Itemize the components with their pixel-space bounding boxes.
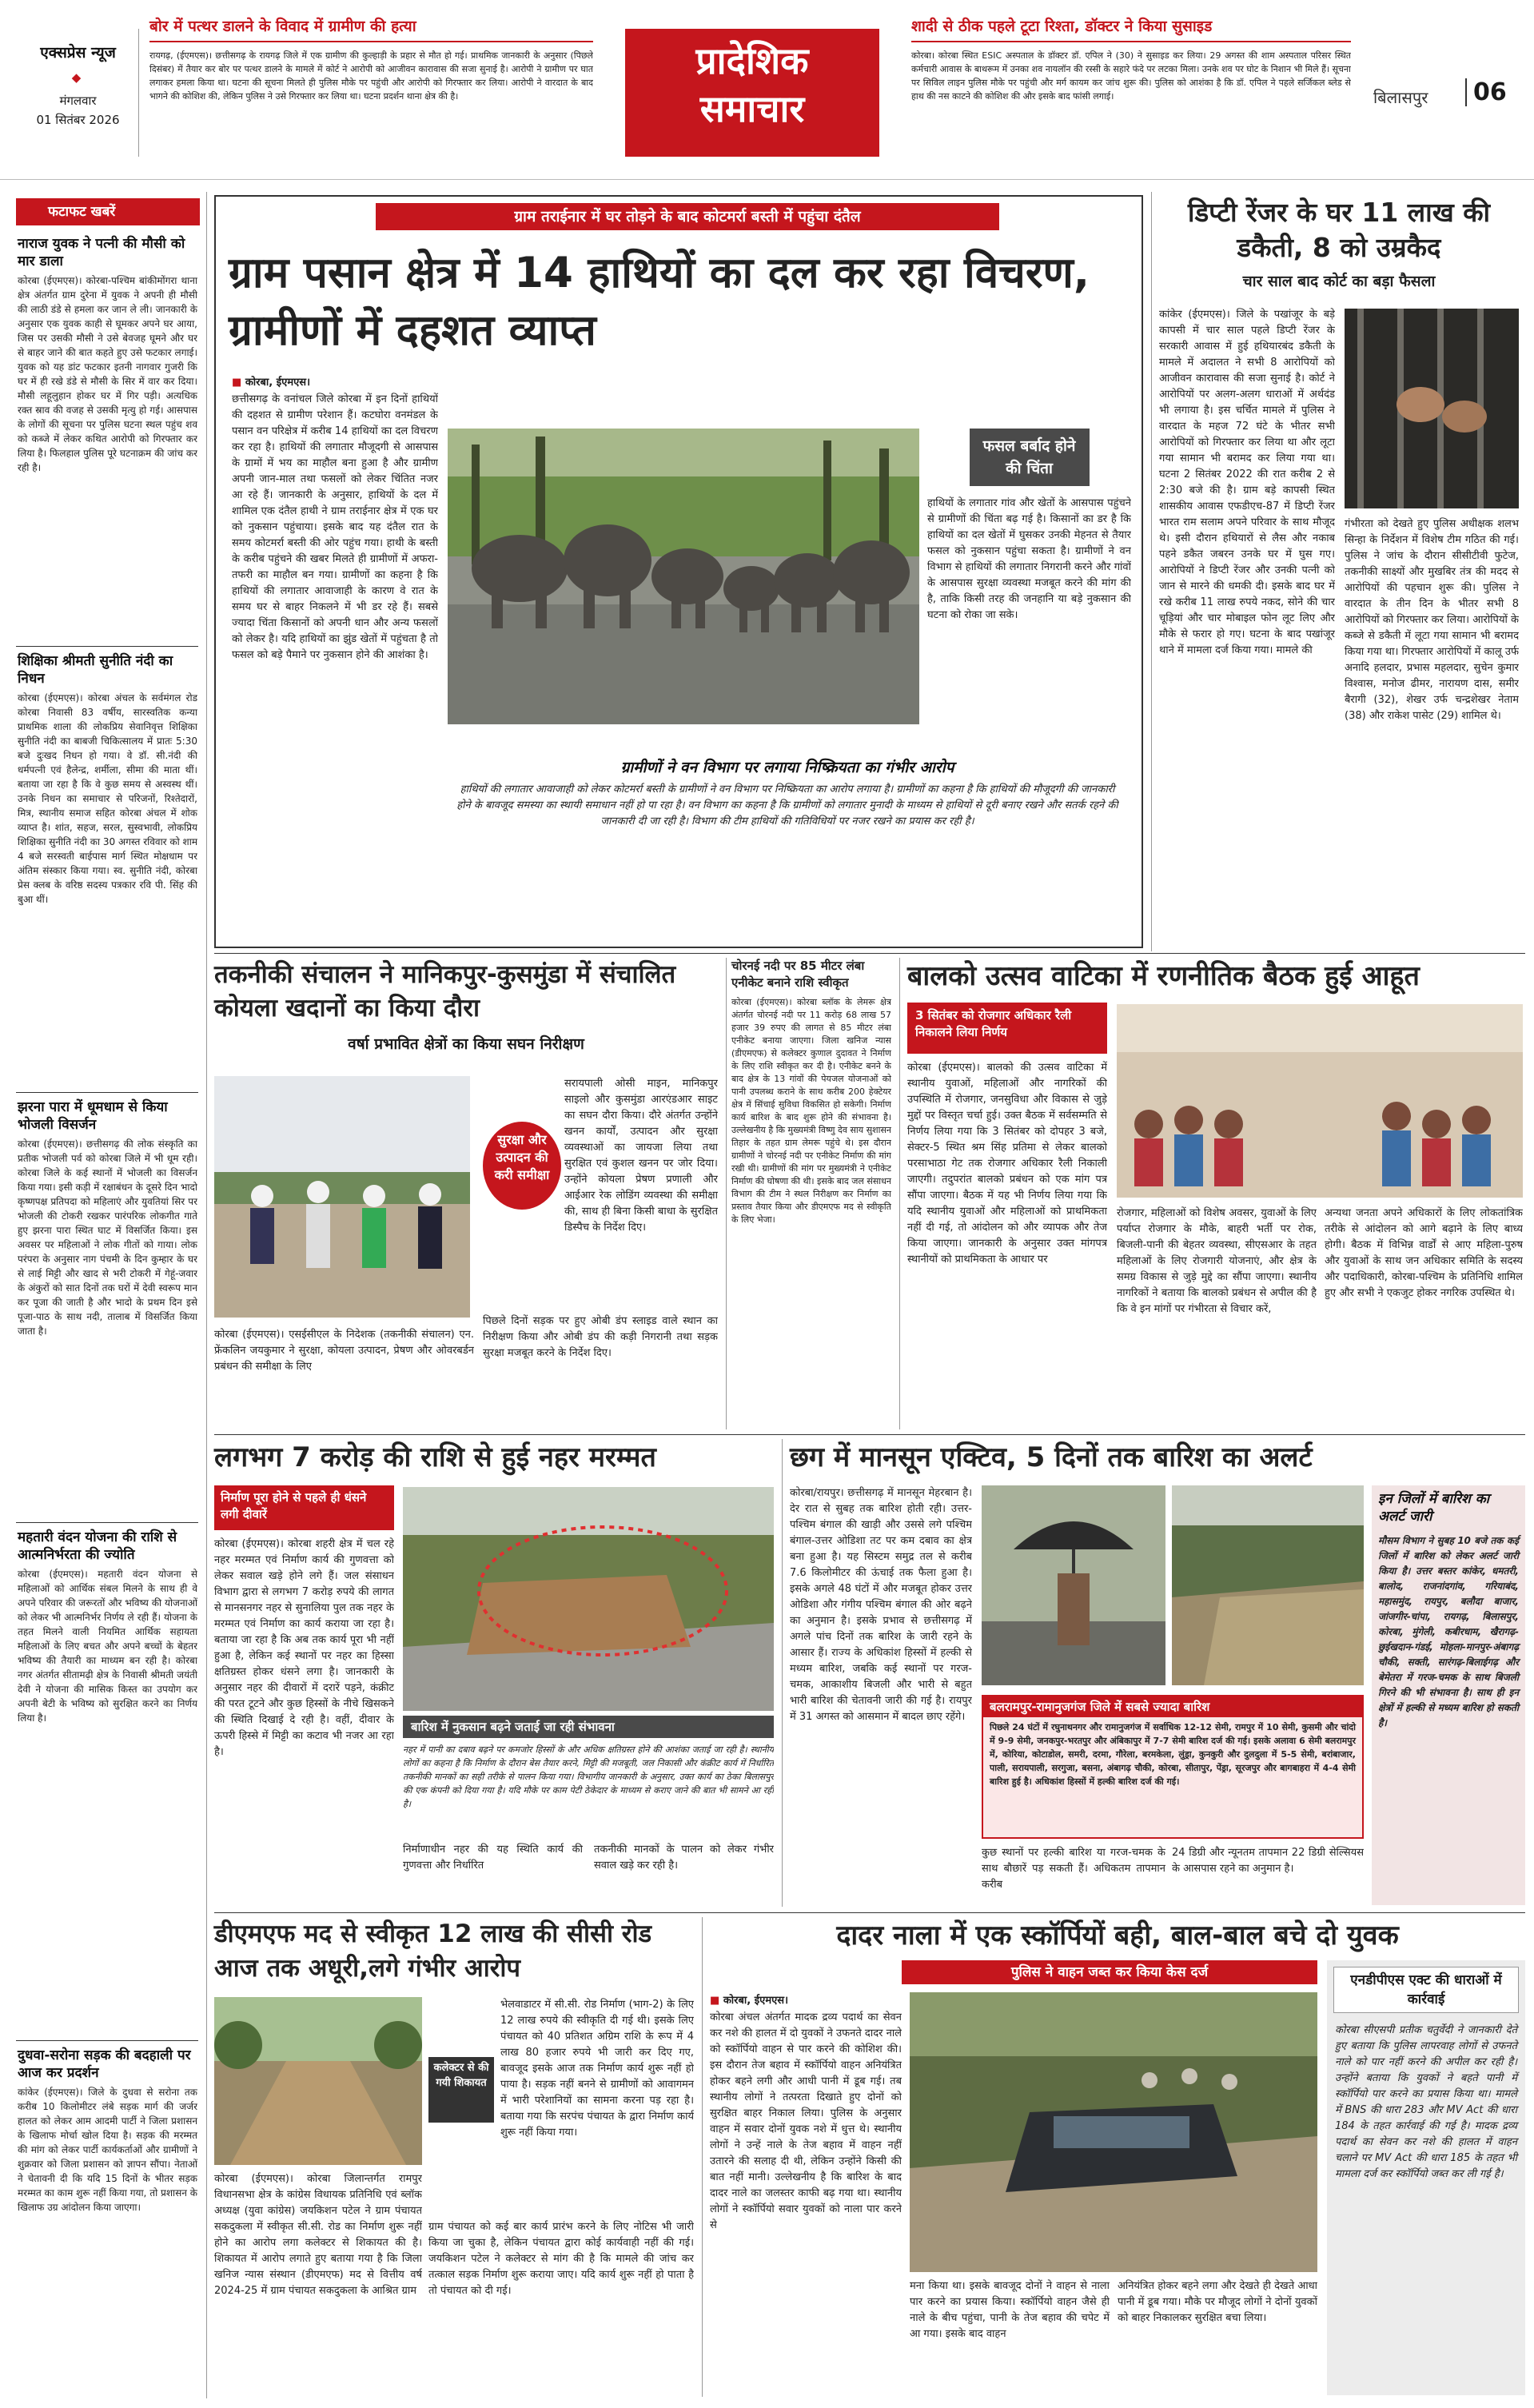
cc-photo — [214, 1997, 422, 2165]
canal-sub: निर्माण पूरा होने से पहले ही धंसने लगी दीवारें — [221, 1490, 367, 1521]
jail-image — [1345, 309, 1519, 508]
brand-box — [18, 29, 139, 157]
chorna-headline: चोरनई नदी पर 85 मीटर लंबा एनीकेट बनाने राशि स्वीकृत — [731, 959, 865, 990]
fatafat-item-4 — [18, 1529, 197, 2032]
monsoon-body-3: 24 डिग्री और न्यूनतम तापमान 22 डिग्री सेल्सियस के आसपास रहने का अनुमान है। — [1172, 1847, 1364, 1875]
cc-story — [214, 1917, 694, 2397]
canal-body-2: नहर में पानी का दबाव बढ़ने पर कमजोर हिस्सों के और अधिक क्षतिग्रस्त होने की आशंका जताई जा रही है। स्थानीय लोगों का कहना है कि निर्माण के दौरान बेस तैयार करने, मिट्टी की मजबूती, जल निकासी और कंक्रीट कार्य में निर्धारित तकनीकी मानकों का सही तरीके से पालन किया गया। विभागीय जानकारी के अनुसार, उक्त कार्य का ठेका बिलासपुर की एक कंपनी को दिया गया है। यदि मौके पर काम पेटी ठेकेदार के माध्यम से कराए जाने की बात भी सामने आ रही है। — [403, 1744, 774, 1809]
section-title-line1: प्रादेशिक — [695, 39, 809, 82]
paper-name: एक्सप्रेस न्यूज — [40, 44, 116, 62]
ornament-icon: ◆ — [71, 70, 85, 85]
section-title-line2: समाचार — [699, 87, 805, 130]
scorpio-side-box — [1327, 1960, 1525, 2395]
mine-sub: वर्षा प्रभावित क्षेत्रों का किया सघन निरीक्षण — [348, 1035, 584, 1053]
fatafat-tag — [16, 198, 200, 225]
main-side-body: हाथियों के लगातार गांव और खेतों के आसपास पहुंचने से ग्रामीणों की चिंता बढ़ गई है। किसानों का डर है कि हाथियों का दल खेतों में घुसकर उनकी मेहनत से तैयार फसल को नुकसान पहुंचा सकता है। ग्रामीणों ने वन विभाग से हाथियों की लगातार निगरानी करने और गांवों के आसपास सुरक्षा व्यवस्था मजबूत करने की मांग की है, ताकि किसी तरह की जनहानि या बड़े नुकसान की घटना को रोका जा सके। — [927, 497, 1131, 621]
fatafat-body: कोरबा (ईएमएस)। कोरबा-पश्चिम बांकीमोंगरा थाना क्षेत्र अंतर्गत ग्राम दुरेना में युवक ने अपनी ही मौसी की लाठी डंडे से हमला कर जान ले ली। जानकारी के अनुसार एक युवक काही से घूमकर अपने घर आया, जिस पर उसकी मौसी ने उसे बेवजह घूमने और घर से बाहर जाने की बात कहते हुए उसे फटकार लगाई। युवक को यह डांट फटकार इतनी नागवार गुजरी कि घर में ही रखे डंडे से मौसी के सिर में वार कर दिया। मौसी लहूलुहान होकर घर में गिर पड़ी। अत्यधिक रक्त स्राव की वजह से उसकी मृत्यु हो गई। आसपास के लोगों की सूचना पर पुलिस घटना स्थल पहुंच शव को कब्जे में लेकर कथित आरोपी को गिरफ्तार कर लिया है। फिलहाल पुलिस पूरे घटनाक्रम की जांच कर रही है। — [18, 275, 197, 473]
ranger-photo — [1345, 309, 1519, 508]
scorpio-headline: दादर नाला में एक स्कॉर्पियों बही, बाल-बाल बचे दो युवक — [836, 1920, 1399, 1952]
meeting-image — [1117, 1004, 1523, 1198]
ranger-sub: चार साल बाद कोर्ट का बड़ा फैसला — [1242, 273, 1436, 290]
scorpio-dateline-text: कोरबा, ईएमएस। — [723, 1995, 789, 2007]
fatafat-title: शिक्षिका श्रीमती सुनीति नंदी का निधन — [18, 653, 173, 687]
main-sub-body: हाथियों की लगातार आवाजाही को लेकर कोटमर्रा बस्ती के ग्रामीणों ने वन विभाग पर निष्क्रियता का आरोप लगाया है। ग्रामीणों का कहना है कि हाथियों की मौजूदगी की जानकारी होने के बावजूद समस्या का स्थायी समाधान नहीं हो पा रहा है। वन विभाग का कहना है कि ग्रामीणों को लगातार मुनादी के माध्यम से हाथियों से दूरी बनाए रखने और सतर्क रहने की जानकारी दी जा रही है। विभाग की टीम हाथियों की गतिविधियों पर नजर रखने का प्रयास कर रही है। — [456, 783, 1118, 827]
road-image — [214, 1997, 422, 2165]
mine-photo — [214, 1076, 470, 1318]
flooded-car-image — [910, 1992, 1317, 2272]
main-subhead-text: ग्रामीणों ने वन विभाग पर लगाया निष्क्रियता का गंभीर आरोप — [620, 759, 954, 776]
chorna-body: कोरबा (ईएमएस)। कोरबा ब्लॉक के लेमरू क्षेत्र अंतर्गत चोरनई नदी पर 11 करोड़ 68 लाख 57 हजार 39 रुपए की लागत से 85 मीटर लंबा एनीकेट बनाया जाएगा। जिला खनिज न्यास (डीएमएफ) से कलेक्टर कुणाल दुदावत ने निर्माण के लिए राशि स्वीकृत कर दी है। एनीकेट बनने के बाद क्षेत्र के 13 गांवों की पेयजल योजनाओं को पानी उपलब्ध कराने के साथ करीब 200 हेक्टेयर क्षेत्र में सिंचाई सुविधा विकसित हो सकेगी। निर्माण कार्य बारिश के बाद शुरू होने की संभावना है। उल्लेखनीय है कि मुख्यमंत्री विष्णु देव साय सुशासन तिहार के तहत ग्राम लेमरू पहुंचे थे। इस दौरान ग्रामीणों ने चोरनई नदी पर एनीकेट निर्माण की मांग रखी थी। ग्रामीणों की मांग पर मुख्यमंत्री ने एनीकेट निर्माण की घोषणा की थी। इसके बाद जल संसाधन विभाग की टीम ने स्थल निरीक्षण कर निर्माण का प्रस्ताव तैयार किया और डीएमएफ मद से स्वीकृति के लिए भेजा। — [731, 997, 891, 1225]
scorpio-sub-box — [902, 1960, 1317, 1984]
mine-caption: कोरबा (ईएमएस)। एसईसीएल के निदेशक (तकनीकी संचालन) एन. फ्रेंकलिन जयकुमार ने सुरक्षा, कोयला उत्पादन, प्रेषण और ओवरबर्डन प्रबंधन की समीक्षा के लिए — [214, 1329, 474, 1373]
balco-body-2: रोजगार, महिलाओं को विशेष अवसर, युवाओं के लिए पर्याप्त रोजगार के मौके, बाहरी भर्ती पर रोक, बिजली-पानी की बेहतर व्यवस्था, सीएसआर के तहत महिलाओं के लिए रोजगारी योजनाएं, और क्षेत्र के समग्र विकास से जुड़े मुद्दे का सौंपा जाएगा। स्थानीय नागरिकों ने बताया कि बालको प्रबंधन से अपील की है कि वे इन मांगों पर गंभीरता से विचार करें, — [1117, 1207, 1317, 1315]
top-news-right-headline: शादी से ठीक पहले टूटा रिश्ता, डॉक्टर ने किया सुसाइड — [911, 18, 1351, 42]
monsoon-alert-body: मौसम विभाग ने सुबह 10 बजे तक कई जिलों में बारिश को लेकर अलर्ट जारी किया है। उत्तर बस्तर कांकेर, धमतरी, बालोद, राजनांदगांव, गरियाबंद, महासमुंद, रायपुर, बलौदा बाजार, जांजगीर-चांपा, रायगढ़, बिलासपुर, कोरबा, मुंगेली, कबीरधाम, खैरागढ़-छुईखदान-गंडई, मोहला-मानपुर-अंबागढ़ चौकी, सक्ती, सारंगढ़-बिलाईगढ़ और बेमेतरा में गरज-चमक के साथ बिजली गिरने की भी संभावना है। साथ ही इन क्षेत्रों में हल्की से मध्यम बारिश हो सकती है। — [1378, 1535, 1519, 1728]
balco-story — [907, 958, 1523, 1429]
monsoon-body-2: कुछ स्थानों पर हल्की बारिश या गरज-चमक के साथ बौछारें पड़ सकती हैं। अधिकतम तापमान करीब — [982, 1847, 1165, 1891]
canal-img-caption: बारिश में नुकसान बढ़ने जताई जा रही संभावना — [411, 1720, 615, 1734]
balco-photo — [1117, 1004, 1523, 1198]
masthead — [0, 0, 1534, 180]
fatafat-title: महतारी वंदन योजना की राशि से आत्मनिर्भरता की ज्योति — [18, 1529, 177, 1563]
scorpio-body-1: कोरबा अंचल अंतर्गत मादक द्रव्य पदार्थ का सेवन कर नशे की हालत में दो युवकों ने उफनते दादर नाले को स्कॉर्पियो वाहन से पार करने की कोशिश की। इस दौरान तेज बहाव में स्कॉर्पियो वाहन अनियंत्रित होकर बहने लगी और आधी पानी में डूब गई। तब स्थानीय लोगों ने तत्परता दिखाते हुए दोनों को सुरक्षित बाहर निकाल लिया। पुलिस के अनुसार वाहन में सवार दोनों युवक नशे में धुत्त थे। स्थानीय लोगों ने उन्हें नाले के तेज बहाव में वाहन नहीं उतारने की सलाह दी थी, लेकिन उन्होंने किसी की बात नहीं मानी। उल्लेखनीय है कि बारिश के बाद दादर नाले का जलस्तर काफी बढ़ गया था। स्थानीय लोगों ने स्कॉर्पियो सवार युवकों को नाला पार करने से — [710, 2011, 902, 2231]
mine-body-2: पिछले दिनों सड़क पर हुए ओबी डंप स्लाइड वाले स्थान का निरीक्षण किया और ओबी डंप की कड़ी निगरानी तथा सड़क सुरक्षा मजबूत करने के निर्देश दिए। — [483, 1315, 718, 1359]
main-kicker-text: ग्राम तराईनार में घर तोड़ने के बाद कोटमर्रा बस्ती में पहुंचा दंतैल — [514, 208, 861, 225]
balco-sub: 3 सितंबर को रोजगार अधिकार रैली निकालने लिया निर्णय — [915, 1008, 1072, 1039]
main-side-box — [927, 429, 1131, 756]
canal-photo — [403, 1487, 774, 1711]
ranger-story — [1159, 195, 1519, 948]
fatafat-item-1 — [18, 235, 197, 639]
monsoon-rain-title: बलरामपुर-रामानुजगंज जिले में सबसे ज्यादा बारिश — [990, 1700, 1210, 1714]
fatafat-item-2 — [18, 652, 197, 1084]
fatafat-body: कोरबा (ईएमएस)। कोरबा अंचल के सर्वमंगल रोड कोरबा निवासी 83 वर्षीय, सारस्वतिक कन्या प्राथमिक शाला की लोकप्रिय सेवानिवृत्त शिक्षिका सुनीति नंदी का बाबजी चिकित्सालय में प्रातः 5:30 बजे दुःखद निधन हो गया। वे डॉ. सी.नंदी की धर्मपत्नी एवं हैलेन्द्र, शर्मीला, सीमा की माता थीं। बताया जा रहा है कि वे कुछ समय से अस्वस्थ थीं। उनके निधन का समाचार से परिजनों, रिश्तेदारों, मित्र, स्थानीय समाज सहित कोरबा अंचल में शोक व्याप्त है। शांत, सहज, सरल, सुस्वभावी, लोकप्रिय शिक्षिका सुनीति नंदी का 30 अगस्त रविवार को शाम 4 बजे सरस्वती बाईपास मार्ग स्थित मोक्षधाम पर अंतिम संस्कार किया गया। स्व. सुनीति नंदी, कोरबा प्रेस क्लब के वरिष्ठ सदस्य पत्रकार रवि पी. सिंह की बुआ थीं। — [18, 692, 197, 905]
fatafat-title: झरना पारा में धूमधाम से किया भोजली विसर्जन — [18, 1099, 168, 1133]
balco-body-3: अन्यथा जनता अपने अधिकारों के लिए लोकतांत्रिक तरीके से आंदोलन को आगे बढ़ाने के लिए बाध्य होगी। बैठक में विभिन्न वार्डों से आए महिला-पुरुष और युवाओं के साथ जन अधिकार समिति के सदस्य और पदाधिकारी, कोरबा-पश्चिम के प्रतिनिधि शामिल हुए और सभी ने एकजुट होकर नगरिक उपस्थित थे। — [1325, 1207, 1523, 1299]
mine-headline: तकनीकी संचालन ने मानिकपुर-कुसमुंडा में संचालित कोयला खदानों का किया दौरा — [214, 960, 676, 1023]
fatafat-item-5 — [18, 2047, 197, 2390]
scorpio-dateline — [710, 1992, 788, 2007]
fatafat-body: कोरबा (ईएमएस)। छत्तीसगढ़ की लोक संस्कृति का प्रतीक भोजली पर्व को कोरबा जिले में भी धूम रही। कोरबा जिले के कई स्थानों में भोजली का विसर्जन किया गया। इसी कड़ी में रक्षाबंधन के दूसरे दिन भादो कृष्णपक्ष प्रतिपदा को महिलाएं और युवतियां सिर पर भोजली की टोकरी रखकर पारंपरिक लोकगीत गाते हुए झरना पारा स्थित घाट में विसर्जित किया। इस अवसर पर महिलाओं ने लोक गीतों को गाया। लोक परंपरा के अनुसार नाग पंचमी के दिन कुम्हार के घर से लाई मिट्टी और खाद से भरी टोकरी में गेहूं-जवार के अंकुरों को सात दिनों तक घरों में देवी स्वरूप मान कर पूजा की जाती है और भादो के प्रथम दिन इसे पूजा-पाठ के साथ नदी, तालाब में विसर्जित किया जाता है। — [18, 1138, 197, 1337]
umbrella-image — [982, 1485, 1165, 1685]
mine-badge — [483, 1122, 561, 1210]
main-body: छत्तीसगढ़ के वनांचल जिले कोरबा में इन दिनों हाथियों की दहशत से ग्रामीण परेशान हैं। कटघोरा वनमंडल के पसान वन परिक्षेत्र में करीब 14 हाथियों का दल विचरण कर रहा है। हाथियों की लगातार मौजूदगी से आसपास के ग्रामों में भय का माहौल बना हुआ है और ग्रामीण अपनी जान-माल तथा फसलों को लेकर चिंतित नजर आ रहे हैं। जानकारी के अनुसार, हाथियों के दल में शामिल एक दंतैल हाथी ने ग्राम तराईनार क्षेत्र में एक घर को नुकसान पहुंचाया। इसके बाद यह दंतैल रात के समय कोटमर्रा बस्ती की ओर पहुंच गया। हाथी के बस्ती के करीब पहुंचने की खबर मिलते ही ग्रामीणों में अफरा-तफरी का माहौल बन गया। ग्रामीणों का कहना है कि हाथियों की लगातार आवाजाही के कारण वे रात के समय घर से बाहर निकलने में भी डर रहे हैं। सबसे ज्यादा चिंता किसानों को अपनी धान और अन्य फसलों को लेकर है। यदि हाथियों का झुंड खेतों में पहुंचता है तो फसल को बड़े पैमाने पर नुकसान होने की आशंका है। — [232, 393, 438, 661]
canal-story — [214, 1439, 774, 1907]
mine-body-1: सरायपाली ओसी माइन, मानिकपुर साइलो और कुसमुंडा आरएंडआर साइट का सघन दौरा किया। दौरे अंतर्गत उन्होंने खनन कार्यों, उत्पादन और सुरक्षा व्यवस्थाओं का जायजा लिया तथा सुरक्षित एवं कुशल खनन पर जोर दिया। उन्होंने कोयला प्रेषण प्रणाली और आईआर रेक लोडिंग व्यवस्था की समीक्षा की, साथ ही बिना किसी बाधा के सुरक्षित डिस्पैच के निर्देश दिए। — [564, 1078, 718, 1234]
top-news-left-headline: बोर में पत्थर डालने के विवाद में ग्रामीण की हत्या — [149, 18, 593, 42]
fatafat-title: दुधवा-सरोना सड़क की बदहाली पर आज कर प्रदर्शन — [18, 2047, 191, 2081]
elephants-image — [448, 429, 919, 724]
canal-body-4: तकनीकी मानकों के पालन को लेकर गंभीर सवाल खड़े कर रही है। — [594, 1844, 774, 1872]
cc-body-2: ग्राम पंचायत को कई बार कार्य प्रारंभ करने के लिए नोटिस भी जारी किया जा चुका है, लेकिन पंचायत द्वारा कोई कार्यवाही नहीं की गई। जयकिशन पटेल ने कलेक्टर से मांग की है कि मामले की जांच कर तत्काल सड़क निर्माण शुरू कराया जाए। यदि कार्य शुरू नहीं हो पाता है तो पंचायत को दी गई। — [428, 2221, 694, 2297]
fatafat-label: फटाफट खबरें — [48, 204, 116, 220]
mine-badge-text: सुरक्षा और उत्पादन की करी समीक्षा — [494, 1132, 550, 1182]
date: 01 सितंबर 2026 — [36, 113, 120, 127]
day: मंगलवार — [59, 94, 97, 108]
canal-body-3: निर्माणाधीन नहर की यह स्थिति कार्य की गुणवत्ता और निर्धारित — [403, 1844, 583, 1872]
balco-sub-box — [907, 1003, 1107, 1054]
elephants-photo — [448, 429, 919, 724]
main-subhead — [448, 756, 1127, 777]
balco-headline: बालको उत्सव वाटिका में रणनीतिक बैठक हुई आहूत — [907, 960, 1420, 992]
main-headline: ग्राम पसान क्षेत्र में 14 हाथियों का दल कर रहा विचरण, ग्रामीणों में दहशत व्याप्त — [229, 249, 1090, 355]
cc-badge — [428, 2057, 494, 2123]
chorna-story — [731, 958, 891, 1429]
monsoon-headline: छग में मानसून एक्टिव, 5 दिनों तक बारिश का अलर्ट — [790, 1441, 1313, 1473]
ranger-body-1: कांकेर (ईएमएस)। जिले के पखांजूर के बड़े कापसी में चार साल पहले डिप्टी रेंजर के सरकारी आवास में हुई हथियारबंद डकैती के मामले में अदालत ने सभी 8 आरोपियों को आजीवन कारावास की सजा सुनाई है। कोर्ट ने आरोपियों पर अलग-अलग धाराओं में अर्थदंड भी लगाया है। इस चर्चित मामले में पुलिस ने वारदात के महज 72 घंटे के भीतर सभी आरोपियों को गिरफ्तार कर लिया था और लूटा गया सामान भी बरामद कर लिया गया था। घटना 2 सितंबर 2022 की रात करीब 2 से 2:30 बजे की है। ग्राम बड़े कापसी स्थित शासकीय आवास एफडीएच-87 में डिप्टी रेंजर भारत राम सलाम अपने परिवार के साथ मौजूद थे। इसी दौरान हथियारों से लैस और नकाब पहने डकैत जबरन उनके घर में घुस गए। आरोपियों ने डिप्टी रेंजर और उनकी पत्नी को जान से मारने की धमकी दी। इसके बाद घर में रखे करीब 11 लाख रुपये नकद, सोने की चार चूड़ियां और चार मोबाइल फोन लूट लिए और मौके से फरार हो गए। घटना के बाद पखांजूर थाने में मामला दर्ज किया गया। मामले की — [1159, 309, 1335, 656]
officials-image — [214, 1076, 470, 1318]
main-side-title: फसल बर्बाद होने की चिंता — [982, 437, 1076, 477]
monsoon-rain-body: पिछले 24 घंटों में रघुनाथनगर और रामानुजगंज में सर्वाधिक 12-12 सेमी, रामपुर में 10 सेमी, कुसमी और चांदो में 9-9 सेमी, जनकपुर-भरतपुर और अंबिकापुर में 7-7 सेमी बारिश दर्ज की गई। इसके अलावा 6 सेमी बलरामपुर में, कोरिया, कोटाडोल, समरी, दरमा, गौरेला, बरमकेला, लुंड्रा, कुनकुरी और दुलदुला में 5-5 सेमी, बरांबाजार, पाली, सरायपाली, सरगुजा, बसना, अंबागढ़ चौकी, कोरबा, सीतापुर, पेंड्रा, सूरजपुर और बागबाहरा में 4-4 सेमी बारिश हुई है। अधिकांश हिस्सों में हल्की बारिश दर्ज की गई। — [990, 1722, 1356, 1787]
top-news-left — [149, 18, 593, 161]
ranger-headline: डिप्टी रेंजर के घर 11 लाख की डकैती, 8 को उम्रकैद — [1187, 197, 1491, 263]
scorpio-side-title-box — [1333, 1967, 1519, 2013]
main-side-title-box — [970, 429, 1090, 486]
scorpio-body-3: अनियंत्रित होकर बहने लगा और देखते ही देखते आधा पानी में डूब गया। मौके पर मौजूद लोगों ने दोनों युवकों को बाहर निकालकर सुरक्षित बचा लिया। — [1118, 2280, 1317, 2324]
main-kicker — [376, 203, 999, 230]
bullet-icon: ■ — [710, 1995, 720, 2007]
fatafat-body: कांकेर (ईएमएस)। जिले के दुधवा से सरोना तक करीब 10 किलोमीटर लंबे सड़क मार्ग की जर्जर हालत को लेकर आम आदमी पार्टी ने जिला प्रशासन के खिलाफ मोर्चा खोल दिया है। सड़क की मरम्मत की मांग को लेकर पार्टी कार्यकर्ताओं और ग्रामीणों ने शुक्रवार को जिला प्रशासन को ज्ञापन सौंपा। नेताओं ने चेतावनी दी कि यदि 15 दिनों के भीतर सड़क मरम्मत का काम शुरू नहीं किया गया, तो प्रशासन के खिलाफ उग्र आंदोलन किया जाएगा। — [18, 2087, 197, 2213]
fatafat-body: कोरबा (ईएमएस)। महतारी वंदन योजना से महिलाओं को आर्थिक संबल मिलने के साथ ही वे अपने परिवार की जरूरतों और भविष्य की योजनाओं को लेकर भी आत्मनिर्भर निर्णय ले रही हैं। योजना के तहत मिलने वाली नियमित आर्थिक सहायता महिलाओं के लिए बचत और अपने बच्चों के बेहतर भविष्य की तैयारी का माध्यम बन रही है। कोरबा नगर अंतर्गत सीतामढ़ी क्षेत्र के निवासी श्रीमती जयंती देवी ने योजना की मासिक किस्त का उपयोग कर अपनी बेटी के भविष्य को सुरक्षित करने का निर्णय लिया है। — [18, 1569, 197, 1724]
cc-headline: डीएमएफ मद से स्वीकृत 12 लाख की सीसी रोड आज तक अधूरी,लगे गंभीर आरोप — [214, 1920, 652, 1983]
balco-body-1: कोरबा (ईएमएस)। बालको की उत्सव वाटिका में स्थानीय युवाओं, महिलाओं और नागरिकों की उपस्थिति में रोजगार, जनसुविधा और विकास से जुड़े मुद्दों पर विस्तृत चर्चा हुई। उक्त बैठक में सर्वसम्मति से निर्णय लिया गया कि 3 सितंबर को दोपहर 3 बजे, सेक्टर-5 स्थित श्रम सिंह प्रतिमा से लेकर बालको परसाभाठा गेट तक रोजगार अधिकार रैली निकाली जाएगी। तदुपरांत बालको प्रबंधन को एक मांग पत्र सौंपा जाएगा। बैठक में यह भी निर्णय लिया गया कि यदि स्थानीय युवाओं और महिलाओं को प्राथमिकता नहीं दी गई, तो आंदोलन को और व्यापक और तेज किया जाएगा। जानकारी के अनुसार उक्त मांगपत्र स्थानीयों को प्राथमिकता के आधार पर — [907, 1062, 1107, 1266]
city-label: बिलासपुर — [1373, 88, 1428, 107]
monsoon-body: कोरबा/रायपुर। छत्तीसगढ़ में मानसून मेहरबान है। देर रात से सुबह तक बारिश होती रही। उत्तर-पश्चिम बंगाल की खाड़ी और उससे लगे पश्चिम बंगाल-उत्तर ओडिशा तट पर कम दबाव का क्षेत्र बना हुआ है। यह सिस्टम समुद्र तल से करीब 7.6 किलोमीटर की ऊंचाई तक फैला हुआ है। इसके अगले 48 घंटों में और मजबूत होकर उत्तर ओडिशा और गंगीय पश्चिम बंगाल की ओर बढ़ने का अनुमान है। इसके प्रभाव से छत्तीसगढ़ में अगले पांच दिनों तक बारिश के जारी रहने के आसार हैं। राज्य के अधिकांश हिस्सों में हल्की से मध्यम बारिश, जबकि कई स्थानों पर गरज-चमक, आकाशीय बिजली और भारी से बहुत भारी बारिश की चेतावनी जारी की गई है। रायपुर में 31 अगस्त को आसमान में बादल छाए रहेंगे। — [790, 1487, 972, 1723]
canal-headline: लगभग 7 करोड़ की राशि से हुई नहर मरम्मत — [214, 1441, 656, 1473]
main-story — [214, 195, 1143, 948]
section-title-box — [625, 29, 879, 157]
fatafat-item-3 — [18, 1098, 197, 1514]
cc-body-1: भेलवाडाटर में सी.सी. रोड निर्माण (भाग-2) के लिए 12 लाख रुपये की स्वीकृति दी गई थी। इसके लिए पंचायत को 40 प्रतिशत अग्रिम राशि के रूप में 4 लाख 80 हजार रुपये भी जारी कर दिए गए, बावजूद इसके आज तक निर्माण कार्य शुरू नहीं हो पाया है। सड़क नहीं बनने से ग्रामीणों को आवागमन में भारी परेशानियों का सामना करना पड़ रहा है। बताया गया कि सरपंच पंचायत के द्वारा निर्माण कार्य शुरू नहीं किया गया। — [500, 1999, 694, 2139]
monsoon-photo-2 — [1172, 1485, 1364, 1685]
top-news-right-body: कोरबा। कोरबा स्थित ESIC अस्पताल के डॉक्टर डॉ. एपिल ने (30) ने सुसाइड कर लिया। 29 अगस्त की शाम अस्पताल परिसर स्थित कर्मचारी आवास के बाथरूम में उनका शव नायलॉन की रस्सी के सहारे फंदे पर लटका मिला। उनके शव पर घोट के निशान भी मिले हैं। सूचना पर सिविल लाइन पुलिस मौके पर पहुंची और मर्ग कायम कर जांच शुरू की। पुलिस को आशंका है कि डॉ. एपिल ने पहले सर्जिकल ब्लेड से हाथ की नस काटने की कोशिश की और इसके बाद फांसी लगाई। — [911, 50, 1351, 102]
cc-caption: कोरबा (ईएमएस)। कोरबा जिलान्तर्गत रामपुर विधानसभा क्षेत्र के कांग्रेस विधायक प्रतिनिधि एवं ब्लॉक अध्यक्ष (युवा कांग्रेस) जयकिशन पटेल ने ग्राम पंचायत सकदुकला में स्वीकृत सी.सी. रोड का निर्माण शुरू नहीं होने का आरोप लगा कलेक्टर से शिकायत की है। शिकायत में आरोप लगाते हुए बताया गया है कि जिला खनिज न्यास संस्थान (डीएमएफ) मद से वित्तीय वर्ष 2024-25 में ग्राम पंचायत सकदुकला के आश्रित ग्राम — [214, 2173, 422, 2297]
main-dateline — [232, 374, 310, 389]
monsoon-rain-box — [982, 1695, 1364, 1839]
top-news-left-body: रायगढ़, (ईएमएस)। छत्तीसगढ़ के रायगढ़ जिले में एक ग्रामीण की कुल्हाड़ी के प्रहार से मौत हो गई। प्राथमिक जानकारी के अनुसार (पिछले दिसंबर) में तैयार कर बोर पर पत्थर डालने के मामले में कोर्ट ने आरोपी को आजीवन कारावास की सजा सुनाई है। आरोपी ने ग्रामीण पर घात लगाकर हमला किया था। घटना की सूचना मिलते ही पुलिस मौके पर पहुंची और आरोपी को गिरफ्तार कर लिया। आरोपी ने वारदात के बाद भागने की कोशिश की, लेकिन पुलिस ने उसे गिरफ्तार कर लिया था। घटना प्रदर्शन थाना क्षेत्र की है। — [149, 50, 593, 102]
scorpio-photo — [910, 1992, 1317, 2272]
scorpio-story — [710, 1917, 1525, 2397]
fatafat-title: नाराज युवक ने पत्नी की मौसी को मार डाला — [18, 236, 185, 269]
mine-story — [214, 958, 718, 1429]
main-dateline-text: कोरबा, ईएमएस। — [245, 377, 311, 389]
page-number: 06 — [1465, 78, 1507, 106]
monsoon-alert-box — [1372, 1485, 1525, 1905]
scorpio-body-2: मना किया था। इसके बावजूद दोनों ने वाहन से नाला पार करने का प्रयास किया। स्कॉर्पियो वाहन जैसे ही नाले के बीच पहुंचा, पानी के तेज बहाव की चपेट में आ गया। इसके बाद वाहन — [910, 2280, 1110, 2340]
ranger-body-2: गंभीरता को देखते हुए पुलिस अधीक्षक शलभ सिन्हा के निर्देशन में विशेष टीम गठित की गई। पुलिस ने जांच के दौरान सीसीटीवी फुटेज, तकनीकी साक्ष्यों और मुखबिर तंत्र की मदद से आरोपियों की पहचान शुरू की। पुलिस ने वारदात के तीन दिन के भीतर सभी 8 आरोपियों को गिरफ्तार कर लिया। आरोपियों के कब्जे से डकैती में लूटा गया सामान भी बरामद किया गया था। गिरफ्तार आरोपियों में कालू उर्फ अनादि हलदार, प्रभास महलदार, सुचेन कुमार विश्वास, मनोज ढीमर, नारायण दास, समीर बैरागी (32), शेखर उर्फ चन्द्रशेखर नेताम (38) और राकेश पासेट (29) शामिल थे। — [1345, 518, 1519, 722]
top-news-right — [911, 18, 1351, 161]
scorpio-side-body: कोरबा सीएसपी प्रतीक चतुर्वेदी ने जानकारी देते हुए बताया कि पुलिस लापरवाह लोगों से उफनते नाले को पार नहीं करने की अपील कर रही है। उन्होंने बताया कि युवकों ने बहते पानी में स्कॉर्पियो पार करने का प्रयास किया था। मामले में BNS की धारा 283 और MV Act की धारा 184 के तहत कार्रवाई की गई है। मादक द्रव्य पदार्थ का सेवन कर नशे की हालत में वाहन चलाने पर MV Act की धारा 185 के तहत भी मामला दर्ज कर स्कॉर्पियो जब्त कर ली गई है। — [1335, 2024, 1517, 2180]
canal-img-caption-box — [403, 1716, 774, 1738]
monsoon-alert-title: इन जिलों में बारिश का अलर्ट जारी — [1378, 1491, 1490, 1525]
canal-sub-box — [214, 1485, 394, 1530]
flood-image — [1172, 1485, 1364, 1685]
canal-body-1: कोरबा (ईएमएस)। कोरबा शहरी क्षेत्र में चल रहे नहर मरम्मत एवं निर्माण कार्य की गुणवत्ता को लेकर सवाल खड़े होने लगे हैं। जल संसाधन विभाग द्वारा से लगभग 7 करोड़ रुपये की लागत से मानसनगर नहर से सुनालिया पुल तक नहर के मरम्मत एवं निर्माण का कार्य कराया जा रहा है। बताया जा रहा है कि अब तक कार्य पूरा भी नहीं हुआ है, लेकिन कई स्थानों पर नहर का हिस्सा क्षतिग्रस्त होकर धंसने लगा है। जानकारी के अनुसार नहर की दीवारों में दरारें पड़ने, कंक्रीट की परत टूटने और कुछ हिस्सों के नीचे खिसकने की स्थिति दिखाई दे रही है। वहीं, दीवार के ऊपरी हिस्से में मिट्टी का कटाव भी नजर आ रहा है। — [214, 1538, 394, 1758]
monsoon-rain-title-box — [983, 1696, 1362, 1717]
monsoon-story — [790, 1439, 1525, 1907]
monsoon-photo-1 — [982, 1485, 1165, 1685]
scorpio-sub: पुलिस ने वाहन जब्त कर किया केस दर्ज — [1010, 1964, 1209, 1980]
canal-damage-image — [403, 1487, 774, 1711]
cc-badge-text: कलेक्टर से की गयी शिकायत — [433, 2062, 489, 2089]
scorpio-side-title: एनडीपीएस एक्ट की धाराओं में कार्रवाई — [1350, 1972, 1502, 2007]
bullet-icon: ■ — [232, 377, 242, 389]
